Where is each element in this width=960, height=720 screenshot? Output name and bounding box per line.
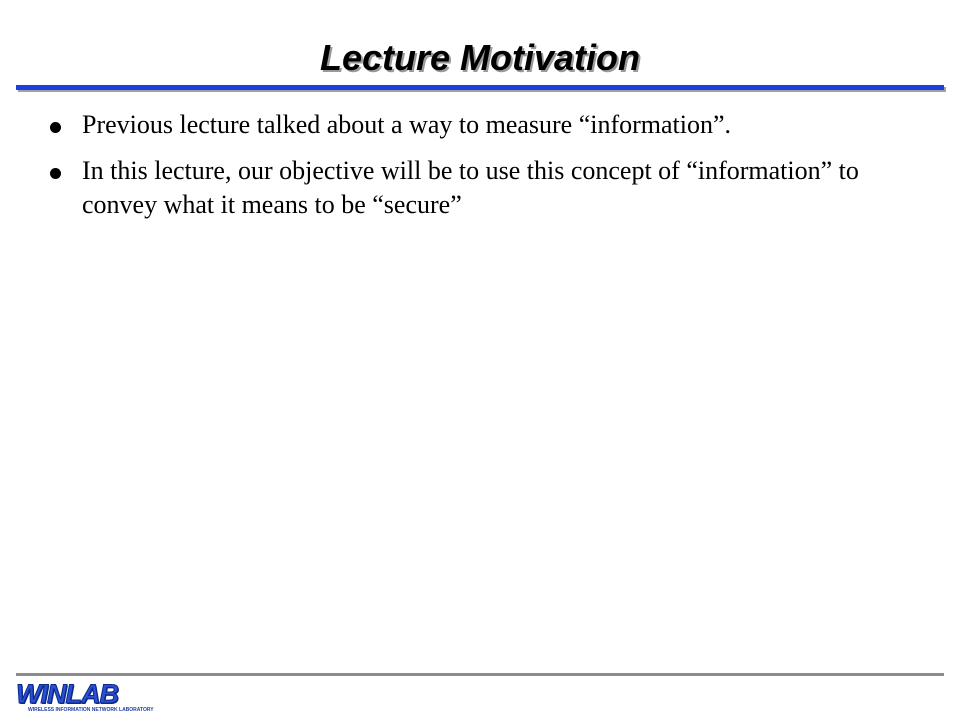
bullet-item — [48, 108, 928, 142]
bullet-list — [48, 108, 928, 234]
logo-text: WINLAB — [16, 679, 118, 709]
bullet-item — [48, 154, 928, 222]
logo-subtext: WIRELESS INFORMATION NETWORK LABORATORY — [28, 707, 154, 713]
bullet-text: In this lecture, our objective will be to use this concept of “information” to convey what it means to be “secure” — [82, 156, 859, 219]
footer-divider — [16, 673, 944, 676]
bullet-text: Previous lecture talked about a way to measure “information”. — [82, 110, 732, 139]
bullet-dot-icon — [50, 168, 61, 179]
winlab-logo — [16, 680, 156, 714]
slide-title: Lecture Motivation — [319, 37, 641, 78]
bullet-dot-icon — [50, 122, 61, 133]
title-underline — [16, 85, 944, 90]
